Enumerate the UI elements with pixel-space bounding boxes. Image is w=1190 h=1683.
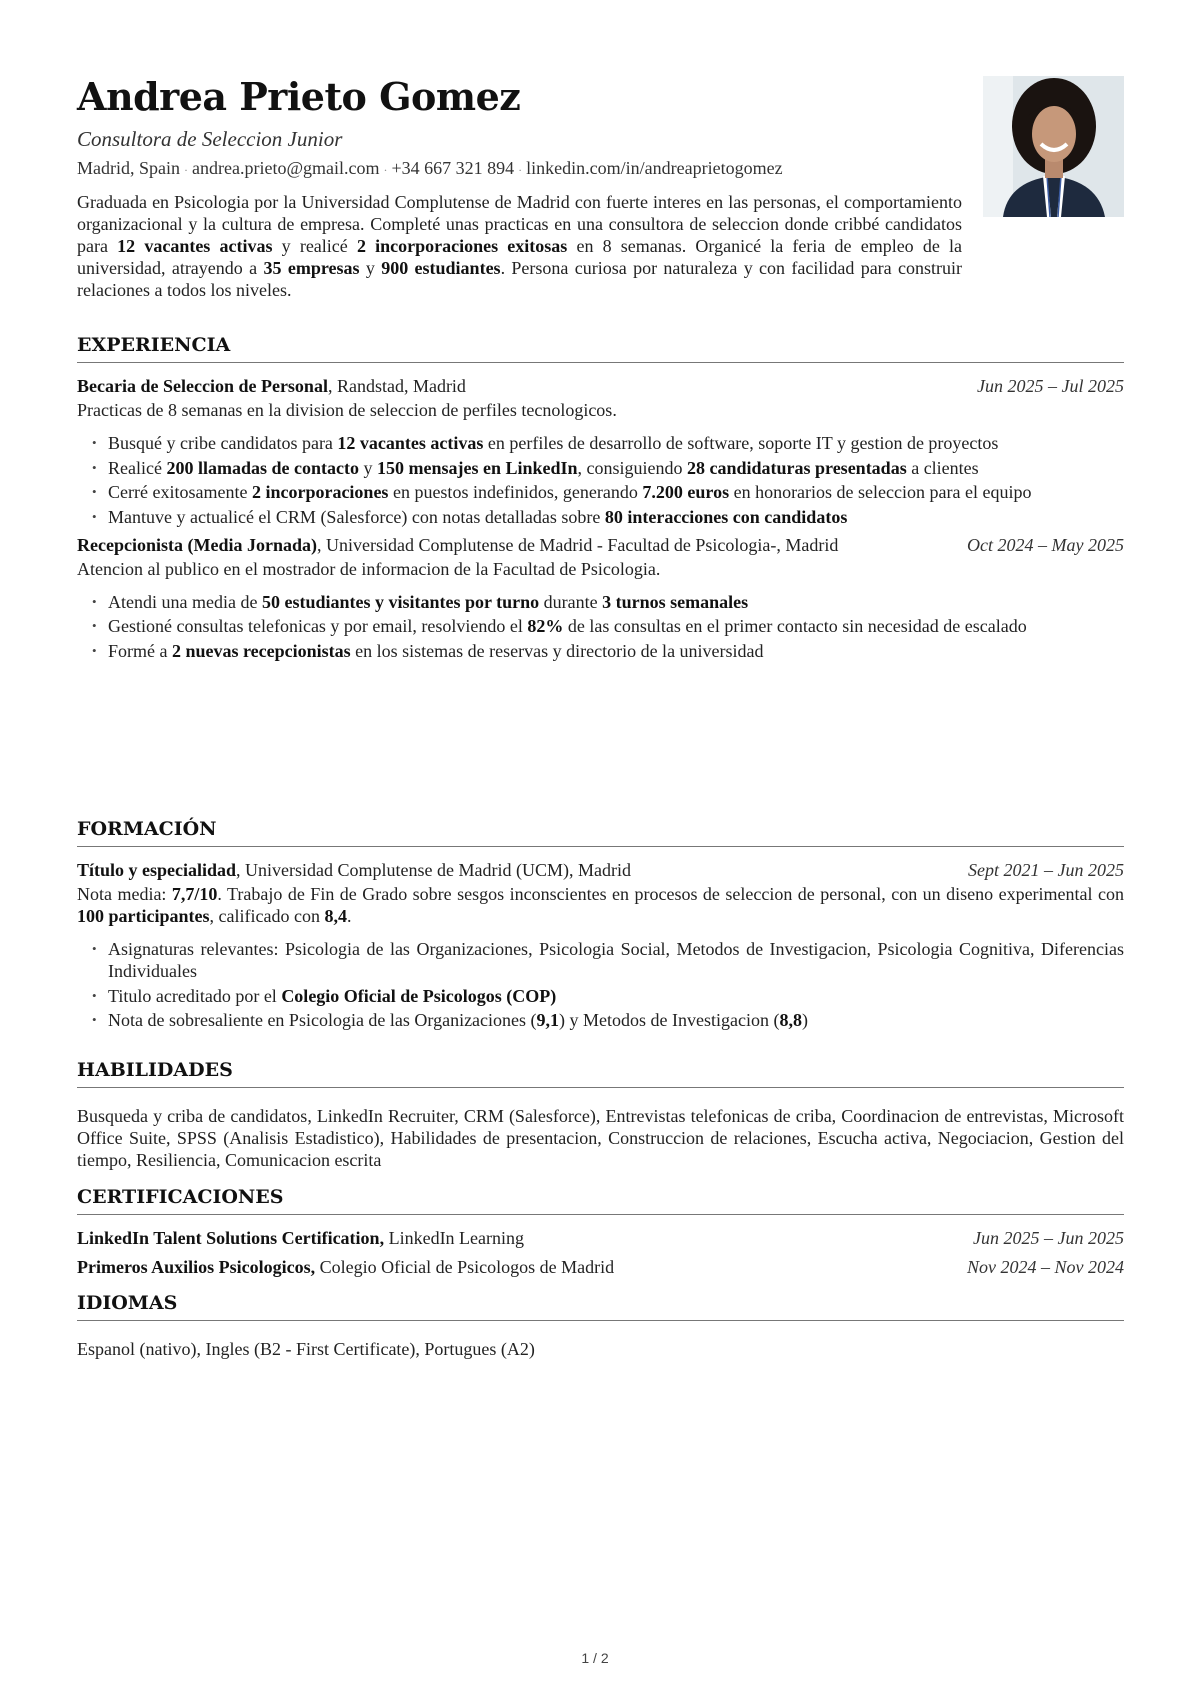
text: Busqué y cribe candidatos para [108,433,338,453]
text: durante [539,591,603,612]
highlight-text: 80 interacciones con candidatos [604,506,848,527]
job-org: , Universidad Complutense de Madrid - Facultad de Psicologia-, Madrid [316,534,839,555]
date-range: Jun 2025 – Jun 2025 [973,1228,1124,1248]
text: . [346,906,352,926]
job-bullets [77,432,1124,528]
job-bullets [77,591,1124,662]
bullet-item [77,1009,1124,1031]
education-entry [77,859,1124,881]
date-range: Nov 2024 – Nov 2024 [967,1257,1124,1277]
bullet-item [77,985,1124,1007]
highlight-text: 3 turnos semanales [602,591,749,612]
skills-section [77,1059,1124,1171]
section-heading: HABILIDADES [77,1059,1124,1088]
highlight-text: 8,4 [324,906,347,926]
bullet-item [77,615,1124,637]
highlight-text: 900 estudiantes [381,258,501,278]
degree: Título y especialidad [77,860,237,880]
text: . Trabajo de Fin de Grado sobre sesgos inconscientes en procesos de seleccion de personal, con un diseno experimental con [217,884,1124,904]
date-range: Jun 2025 – Jul 2025 [977,376,1124,396]
linkedin-link[interactable]: linkedin.com/in/andreaprietogomez [526,158,783,178]
job-entry [77,534,1124,662]
cert-entry [77,1256,1124,1278]
languages-section [77,1292,1124,1360]
location: Madrid, Spain [77,158,180,178]
bullet-item [77,640,1124,662]
education-bullets [77,938,1124,1031]
highlight-text: 35 empresas [263,258,360,278]
text: , consiguiendo [577,457,687,478]
text: en los sistemas de reservas y directorio de la universidad [350,640,764,661]
bullet-item [77,481,1124,503]
text: y [358,457,377,478]
text: , calificado con [209,906,325,926]
phone: +34 667 321 894 [391,158,515,178]
bullet-item [77,432,1124,454]
institution: , Universidad Complutense de Madrid (UCM), Madrid [236,860,631,880]
highlight-text: 12 vacantes activas [117,236,273,256]
job-title: Consultora de Seleccion Junior [77,127,343,151]
job-description: Practicas de 8 semanas en la division de seleccion de perfiles tecnologicos. [77,400,617,420]
text: Nota de sobresaliente en Psicologia de las Organizaciones ( [108,1010,537,1030]
job-role: Becaria de Seleccion de Personal [77,376,328,396]
highlight-text: 100 participantes [77,906,210,926]
education-section [77,818,1124,1037]
job-org: , Randstad, Madrid [327,376,466,396]
date-range: Oct 2024 – May 2025 [967,534,1124,555]
cert-entry [77,1227,1124,1249]
highlight-text: 8,8 [779,1010,802,1030]
text: Cerré exitosamente [108,482,252,502]
highlight-text: 28 candidaturas presentadas [687,457,907,478]
summary [77,191,962,301]
text: Gestioné consultas telefonicas y por email, resolviendo el [108,616,528,636]
date-range: Sept 2021 – Jun 2025 [968,860,1124,880]
text: y [359,258,382,278]
highlight-text: 200 llamadas de contacto [166,457,359,478]
cert-issuer: Colegio Oficial de Psicologos de Madrid [315,1257,615,1277]
highlight-text: 7.200 euros [642,482,730,502]
highlight-text: 9,1 [536,1010,560,1030]
text: Nota media: [77,884,172,904]
text: . Persona curiosa por naturaleza y con facilidad para construir relaciones a todos los niveles. [77,258,962,300]
highlight-text: 12 vacantes activas [337,433,484,453]
highlight-text: 2 incorporaciones exitosas [356,236,568,256]
cert-name: LinkedIn Talent Solutions Certification, [77,1228,385,1248]
section-heading: CERTIFICACIONES [77,1186,1124,1215]
job-header [77,375,1124,397]
page-number: 1 / 2 [581,1650,609,1666]
skills-list: Busqueda y criba de candidatos, LinkedIn Recruiter, CRM (Salesforce), Entrevistas telefonicas de criba, Coordinacion de entrevistas, Microsoft Office Suite, SPSS (Analisis Estadistico), Habilidades de presentacion, Construccion de relaciones, Escucha activa, Negociacion, Gestion del tiempo, Resiliencia, Comunicacion escrita [77,1106,1124,1170]
job-description: Atencion al publico en el mostrador de informacion de la Facultad de Psicologia. [77,558,661,579]
bullet-item [77,457,1124,479]
text: Titulo acreditado por el [108,985,282,1006]
text: Realicé [108,457,167,478]
text: ) [801,1010,808,1030]
text: Mantuve y actualicé el CRM (Salesforce) con notas detalladas sobre [108,506,605,527]
section-heading: FORMACIÓN [77,818,1124,847]
highlight-text: 150 mensajes en LinkedIn [376,457,578,478]
text: ) y Metodos de Investigacion ( [559,1010,780,1030]
job-entry [77,375,1124,528]
text: en puestos indefinidos, generando [388,482,643,502]
job-header [77,534,1124,556]
highlight-text: Colegio Oficial de Psicologos (COP) [281,985,557,1006]
highlight-text: 2 incorporaciones [251,482,389,502]
bullet-item [77,506,1124,528]
certifications-section [77,1186,1124,1278]
bullet-item [77,938,1124,982]
section-heading: IDIOMAS [77,1292,1124,1321]
text: Graduada en Psicologia por la Universidad Complutense de Madrid con fuerte interes en las personas, el comportamiento organizacional y la cultura de empresa. Completé unas practicas en una consultora de seleccion donde cribbé candidatos para [77,192,962,256]
text: Atendi una media de [108,591,262,612]
candidate-name: Andrea Prieto Gomez [77,74,521,119]
text: y realicé [272,236,357,256]
bullet-item [77,591,1124,613]
highlight-text: 7,7/10 [171,884,218,904]
contact-line: Madrid, Spain · andrea.prieto@gmail.com · +34 667 321 894 · linkedin.com/in/andreaprietogomez [77,158,783,178]
highlight-text: 2 nuevas recepcionistas [171,640,351,661]
text: Asignaturas relevantes: Psicologia de las Organizaciones, Psicologia Social, Metodos de Investigacion, Psicologia Cognitiva, Diferencias Individuales [108,939,1124,981]
text: Formé a [108,640,172,661]
text: en 8 semanas. Organicé la feria de empleo de la universidad, atrayendo a [77,236,963,278]
highlight-text: 82% [527,616,564,636]
section-heading: EXPERIENCIA [77,334,1124,363]
text: en perfiles de desarrollo de software, soporte IT y gestion de proyectos [483,433,999,453]
languages-list: Espanol (nativo), Ingles (B2 - First Certificate), Portugues (A2) [77,1339,535,1359]
highlight-text: 50 estudiantes y visitantes por turno [261,591,540,612]
text: de las consultas en el primer contacto sin necesidad de escalado [563,616,1027,636]
profile-photo [983,76,1124,217]
job-role: Recepcionista (Media Jornada) [77,534,317,555]
text: en honorarios de seleccion para el equipo [729,482,1032,502]
email-link[interactable]: andrea.prieto@gmail.com [192,158,380,178]
cert-name: Primeros Auxilios Psicologicos, [77,1257,316,1277]
text: a clientes [906,457,979,478]
cert-issuer: LinkedIn Learning [384,1228,525,1248]
experience-section [77,334,1124,668]
education-description [77,883,1124,927]
